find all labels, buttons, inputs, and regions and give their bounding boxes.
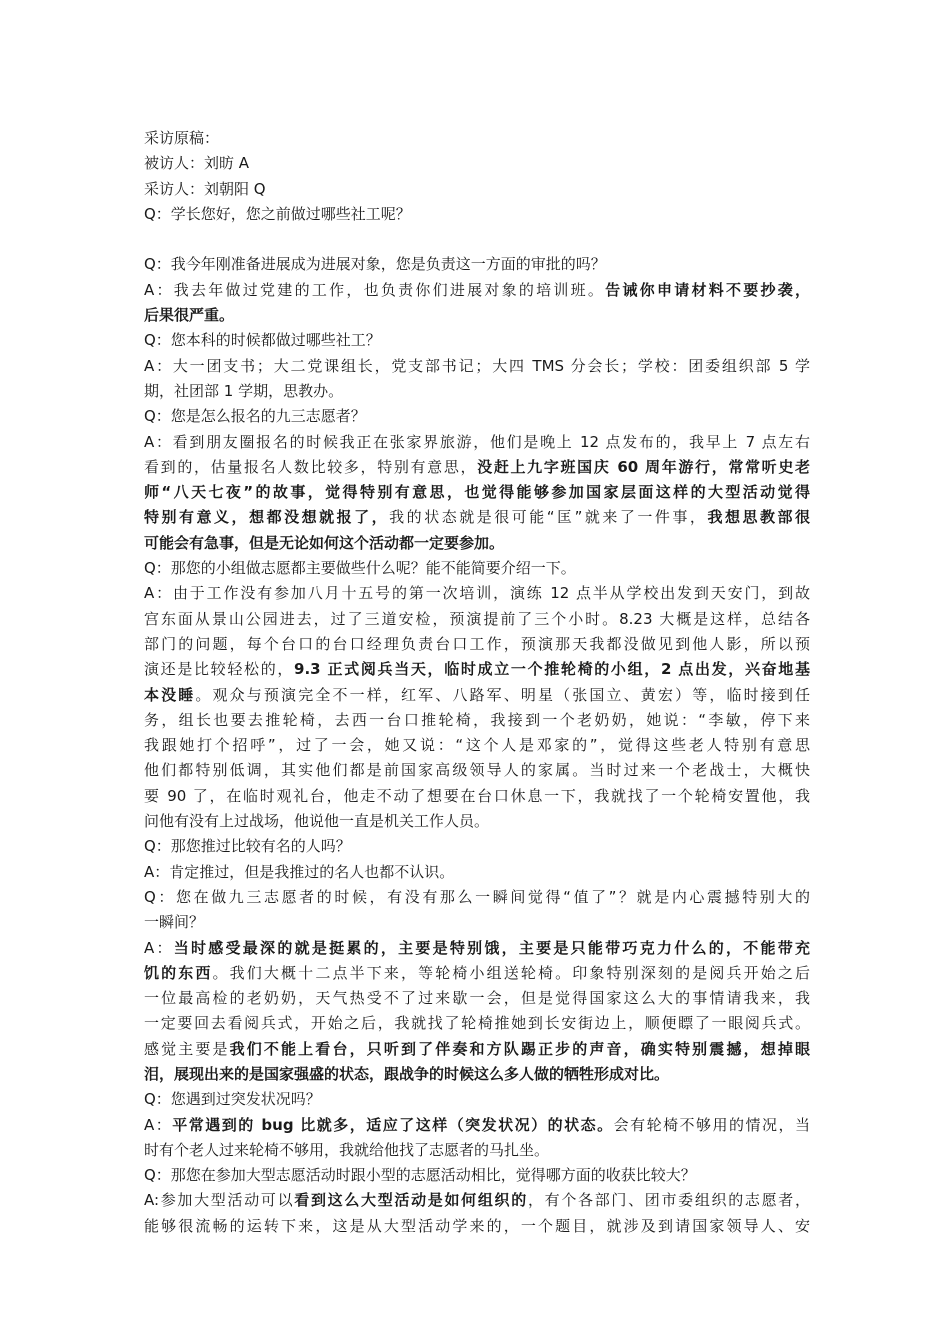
text-segment: 一定要回去看阅兵式，开始之后，我就找了轮椅推她到长安街边上，顺便瞟了一眼阅兵式。 — [144, 1014, 810, 1033]
blank-line — [144, 227, 810, 252]
text-line — [144, 379, 810, 404]
text-line — [144, 961, 810, 986]
text-line — [144, 480, 810, 505]
text-line — [144, 455, 810, 480]
bold-text-segment: 我想思教部很 — [707, 508, 810, 527]
bold-text-segment: 特别有意义，想都没想就报了， — [144, 508, 390, 527]
text-segment: 期，社团部 1 学期，思教办。 — [144, 381, 344, 400]
text-segment: Q：学长您好，您之前做过哪些社工呢？ — [144, 204, 411, 223]
document-page — [144, 126, 810, 1239]
bold-text-segment: 当时感受最深的就是挺累的，主要是特别饿，主要是只能带巧克力什么的，不能带充 — [173, 938, 810, 957]
text-segment: ，有个各部门、团市委组织的志愿者， — [527, 1191, 810, 1210]
text-segment: A：看到朋友圈报名的时候我正在张家界旅游，他们是晚上 12 点发布的，我早上 7 点左右 — [144, 432, 810, 451]
text-line — [144, 505, 810, 530]
bold-text-segment: 想掉眼 — [760, 1039, 810, 1058]
text-segment: A：由于工作没有参加八月十五号的第一次培训，演练 12 点半从学校出发到天安门，到故 — [144, 584, 810, 603]
text-line — [144, 202, 810, 227]
text-segment: A： — [144, 1115, 173, 1134]
text-line — [144, 1011, 810, 1036]
text-segment: 一瞬间？ — [144, 913, 205, 932]
text-line — [144, 581, 810, 606]
text-segment: A：肯定推过，但是我推过的名人也都不认识。 — [144, 862, 455, 881]
text-segment: 感觉主要是 — [144, 1039, 230, 1058]
text-line — [144, 1138, 810, 1163]
text-segment: 演还是比较轻松的， — [144, 660, 295, 679]
text-line — [144, 1062, 810, 1087]
text-line — [144, 177, 810, 202]
bold-text-segment: 师“八天七夜”的故事，觉得特别有意思，也觉得能够参加国家层面这样的大型活动觉得 — [144, 483, 810, 502]
text-line — [144, 531, 810, 556]
text-segment: 我跟她打个招呼”，过了一会，她又说：“这个人是邓家的”，觉得这些老人特别有意思 — [144, 736, 810, 755]
text-line — [144, 556, 810, 581]
text-segment: 我的状态就是很可能“匡”就来了一件事， — [389, 508, 708, 527]
bold-text-segment: 本没睡 — [144, 685, 196, 704]
bold-text-segment: 泪，展现出来的是国家强盛的状态，跟战争的时候这么多人做的牺牲形成对比。 — [144, 1064, 670, 1083]
text-line — [144, 1087, 810, 1112]
text-segment: 务，组长也要去推轮椅，去西一台口推轮椅，我接到一个老奶奶，她说：“李敏，停下来 — [144, 710, 810, 729]
text-line — [144, 885, 810, 910]
text-line — [144, 328, 810, 353]
text-line — [144, 733, 810, 758]
text-line — [144, 860, 810, 885]
text-line — [144, 758, 810, 783]
text-line — [144, 809, 810, 834]
text-line — [144, 657, 810, 682]
text-segment: 采访人：刘朝阳 Q — [144, 179, 266, 198]
text-line — [144, 151, 810, 176]
text-line — [144, 607, 810, 632]
text-segment: 部门的问题，每个台口的台口经理负责台口工作，预演那天我都没做见到他人影，所以预 — [144, 634, 810, 653]
text-segment: 会有轮椅不够用的情况，当 — [613, 1115, 810, 1134]
text-segment: 时有个老人过来轮椅不够用，我就给他找了志愿者的马扎坐。 — [144, 1140, 550, 1159]
text-line — [144, 303, 810, 328]
text-segment: 看到的，估量报名人数比较多，特别有意思， — [144, 457, 478, 476]
text-segment: 能够很流畅的运转下来，这是从大型活动学来的，一个题目，就涉及到请国家领导人、安 — [144, 1216, 810, 1235]
text-segment: A:参加大型活动可以 — [144, 1191, 295, 1210]
text-line — [144, 278, 810, 303]
text-line — [144, 1113, 810, 1138]
text-segment: Q：那您在参加大型志愿活动时跟小型的志愿活动相比，觉得哪方面的收获比较大？ — [144, 1166, 696, 1185]
text-line — [144, 683, 810, 708]
text-segment: 宫东面从景山公园进去，过了三道安检，预演提前了三个小时。8.23 大概是这样，总结各 — [144, 609, 810, 628]
text-line — [144, 404, 810, 429]
text-segment: Q：那您的小组做志愿都主要做些什么呢？能不能简要介绍一下。 — [144, 559, 576, 578]
text-line — [144, 354, 810, 379]
text-line — [144, 986, 810, 1011]
text-line — [144, 910, 810, 935]
text-line — [144, 252, 810, 277]
text-line — [144, 708, 810, 733]
text-line — [144, 1037, 810, 1062]
bold-text-segment: 告诫你申请材料不要抄袭， — [605, 280, 810, 299]
bold-text-segment: 平常遇到的 bug 比就多，适应了这样（突发状况）的状态。 — [172, 1115, 614, 1134]
text-segment: Q：那您推过比较有名的人吗？ — [144, 837, 351, 856]
bold-text-segment: 我们不能上看台，只听到了伴奏和方队踢正步的声音，确实特别震撼， — [229, 1039, 761, 1058]
bold-text-segment: 没赶上九字班国庆 60 周年游行，常常听史老 — [477, 457, 810, 476]
text-segment: 。观众与预演完全不一样，红军、八路军、明星（张国立、黄宏）等，临时接到任 — [195, 685, 810, 704]
text-segment: Q：您是怎么报名的九三志愿者？ — [144, 407, 366, 426]
text-segment: 一位最高检的老奶奶，天气热受不了过来歇一会，但是觉得国家这么大的事情请我来，我 — [144, 989, 810, 1008]
text-segment: 他们都特别低调，其实他们都是前国家高级领导人的家属。当时过来一个老战士，大概快 — [144, 761, 810, 780]
text-line — [144, 936, 810, 961]
text-line — [144, 1214, 810, 1239]
text-segment: 要 90 了，在临时观礼台，他走不动了想要在台口休息一下，我就找了一个轮椅安置他，我 — [144, 786, 810, 805]
text-segment: 。我们大概十二点半下来，等轮椅小组送轮椅。印象特别深刻的是阅兵开始之后 — [212, 963, 810, 982]
bold-text-segment: 可能会有急事，但是无论如何这个活动都一定要参加。 — [144, 533, 505, 552]
bold-text-segment: 9.3 正式阅兵当天，临时成立一个推轮椅的小组，2 点出发，兴奋地基 — [294, 660, 810, 679]
text-segment: 被访人：刘昉 A — [144, 154, 250, 173]
text-line — [144, 632, 810, 657]
text-segment: Q：您本科的时候都做过哪些社工？ — [144, 331, 381, 350]
text-line — [144, 1188, 810, 1213]
bold-text-segment: 看到这么大型活动是如何组织的 — [294, 1191, 528, 1210]
text-segment: Q：您在做九三志愿者的时候，有没有那么一瞬间觉得“值了”？就是内心震撼特别大的 — [144, 887, 810, 906]
text-segment: Q：我今年刚准备进展成为进展对象，您是负责这一方面的审批的吗？ — [144, 255, 606, 274]
text-segment: Q：您遇到过突发状况吗？ — [144, 1090, 321, 1109]
text-line — [144, 1163, 810, 1188]
text-segment: 问他有没有上过战场，他说他一直是机关工作人员。 — [144, 812, 490, 831]
text-line — [144, 126, 810, 151]
text-line — [144, 834, 810, 859]
bold-text-segment: 饥的东西 — [144, 963, 213, 982]
text-line — [144, 784, 810, 809]
text-segment: A：我去年做过党建的工作，也负责你们进展对象的培训班。 — [144, 280, 606, 299]
text-segment: A：大一团支书；大二党课组长，党支部书记；大四 TMS 分会长；学校：团委组织部 5 学 — [144, 356, 810, 375]
text-segment: 采访原稿： — [144, 129, 220, 147]
bold-text-segment: 后果很严重。 — [144, 306, 235, 325]
text-line — [144, 430, 810, 455]
text-segment: A： — [144, 938, 174, 957]
